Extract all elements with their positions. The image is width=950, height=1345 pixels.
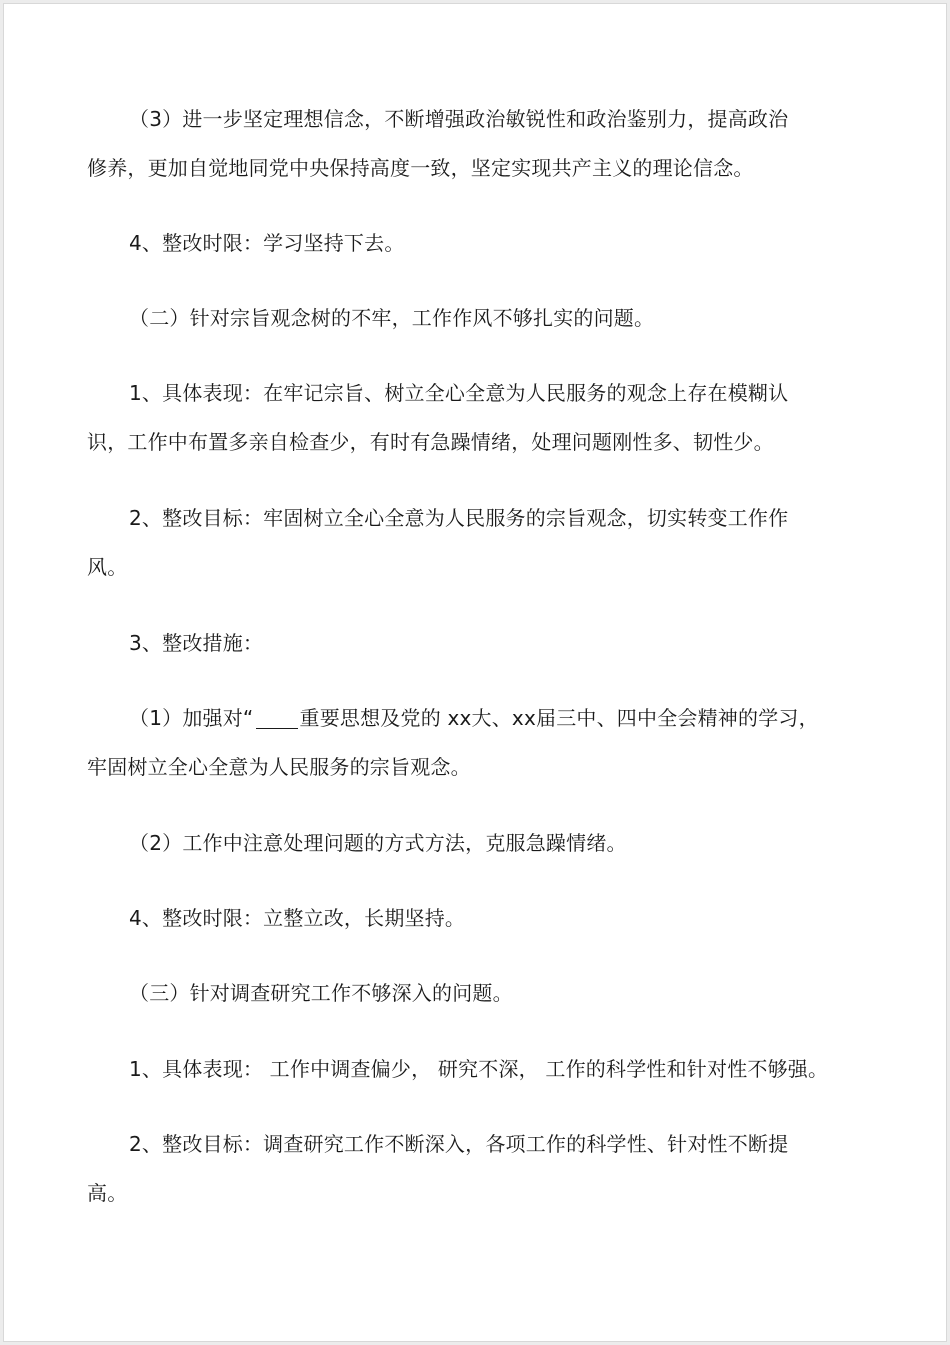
fill-blank-underline <box>256 706 298 729</box>
text-line: 风。 <box>87 555 128 579</box>
text-line: 4、整改时限：学习坚持下去。 <box>129 231 405 255</box>
text-line: 2、整改目标：调查研究工作不断深入，各项工作的科学性、针对性不断提 <box>129 1132 789 1156</box>
paragraph-measures-heading <box>4 619 948 668</box>
text-fragment: （1）加强对“ <box>129 706 254 730</box>
text-line: （二）针对宗旨观念树的不牢，工作作风不够扎实的问题。 <box>129 306 655 330</box>
paragraph-target-2 <box>4 494 948 592</box>
section-heading-3 <box>4 969 948 1018</box>
paragraph-measure-2 <box>4 819 948 868</box>
text-line: 3、整改措施： <box>129 631 264 655</box>
paragraph-target-3 <box>4 1120 948 1218</box>
text-line: （2）工作中注意处理问题的方式方法，克服急躁情绪。 <box>129 831 627 855</box>
text-line: 高。 <box>87 1181 128 1205</box>
document-page <box>3 3 947 1342</box>
paragraph-ideal-belief <box>4 95 948 193</box>
text-line: 修养，更加自觉地同党中央保持高度一致，坚定实现共产主义的理论信念。 <box>87 156 754 180</box>
text-line: 1、具体表现： 工作中调查偏少， 研究不深， 工作的科学性和针对性不够强。 <box>129 1057 829 1081</box>
text-line <box>4 694 948 743</box>
paragraph-time-limit-1 <box>4 219 948 268</box>
text-line: 识，工作中布置多亲自检查少，有时有急躁情绪，处理问题刚性多、韧性少。 <box>87 430 774 454</box>
paragraph-performance-3 <box>4 1045 948 1094</box>
text-line: 4、整改时限：立整立改，长期坚持。 <box>129 906 466 930</box>
paragraph-performance-2 <box>4 369 948 467</box>
text-fragment: 重要思想及党的 xx大、xx届三中、四中全会精神的学习， <box>299 706 819 730</box>
text-line: （3）进一步坚定理想信念，不断增强政治敏锐性和政治鉴别力，提高政治 <box>129 107 789 131</box>
paragraph-measure-1 <box>4 694 948 792</box>
section-heading-2 <box>4 294 948 343</box>
text-line: 2、整改目标：牢固树立全心全意为人民服务的宗旨观念，切实转变工作作 <box>129 506 789 530</box>
text-line: 1、具体表现：在牢记宗旨、树立全心全意为人民服务的观念上存在模糊认 <box>129 381 789 405</box>
text-line: （三）针对调查研究工作不够深入的问题。 <box>129 981 513 1005</box>
text-line: 牢固树立全心全意为人民服务的宗旨观念。 <box>87 755 471 779</box>
paragraph-time-limit-2 <box>4 894 948 943</box>
